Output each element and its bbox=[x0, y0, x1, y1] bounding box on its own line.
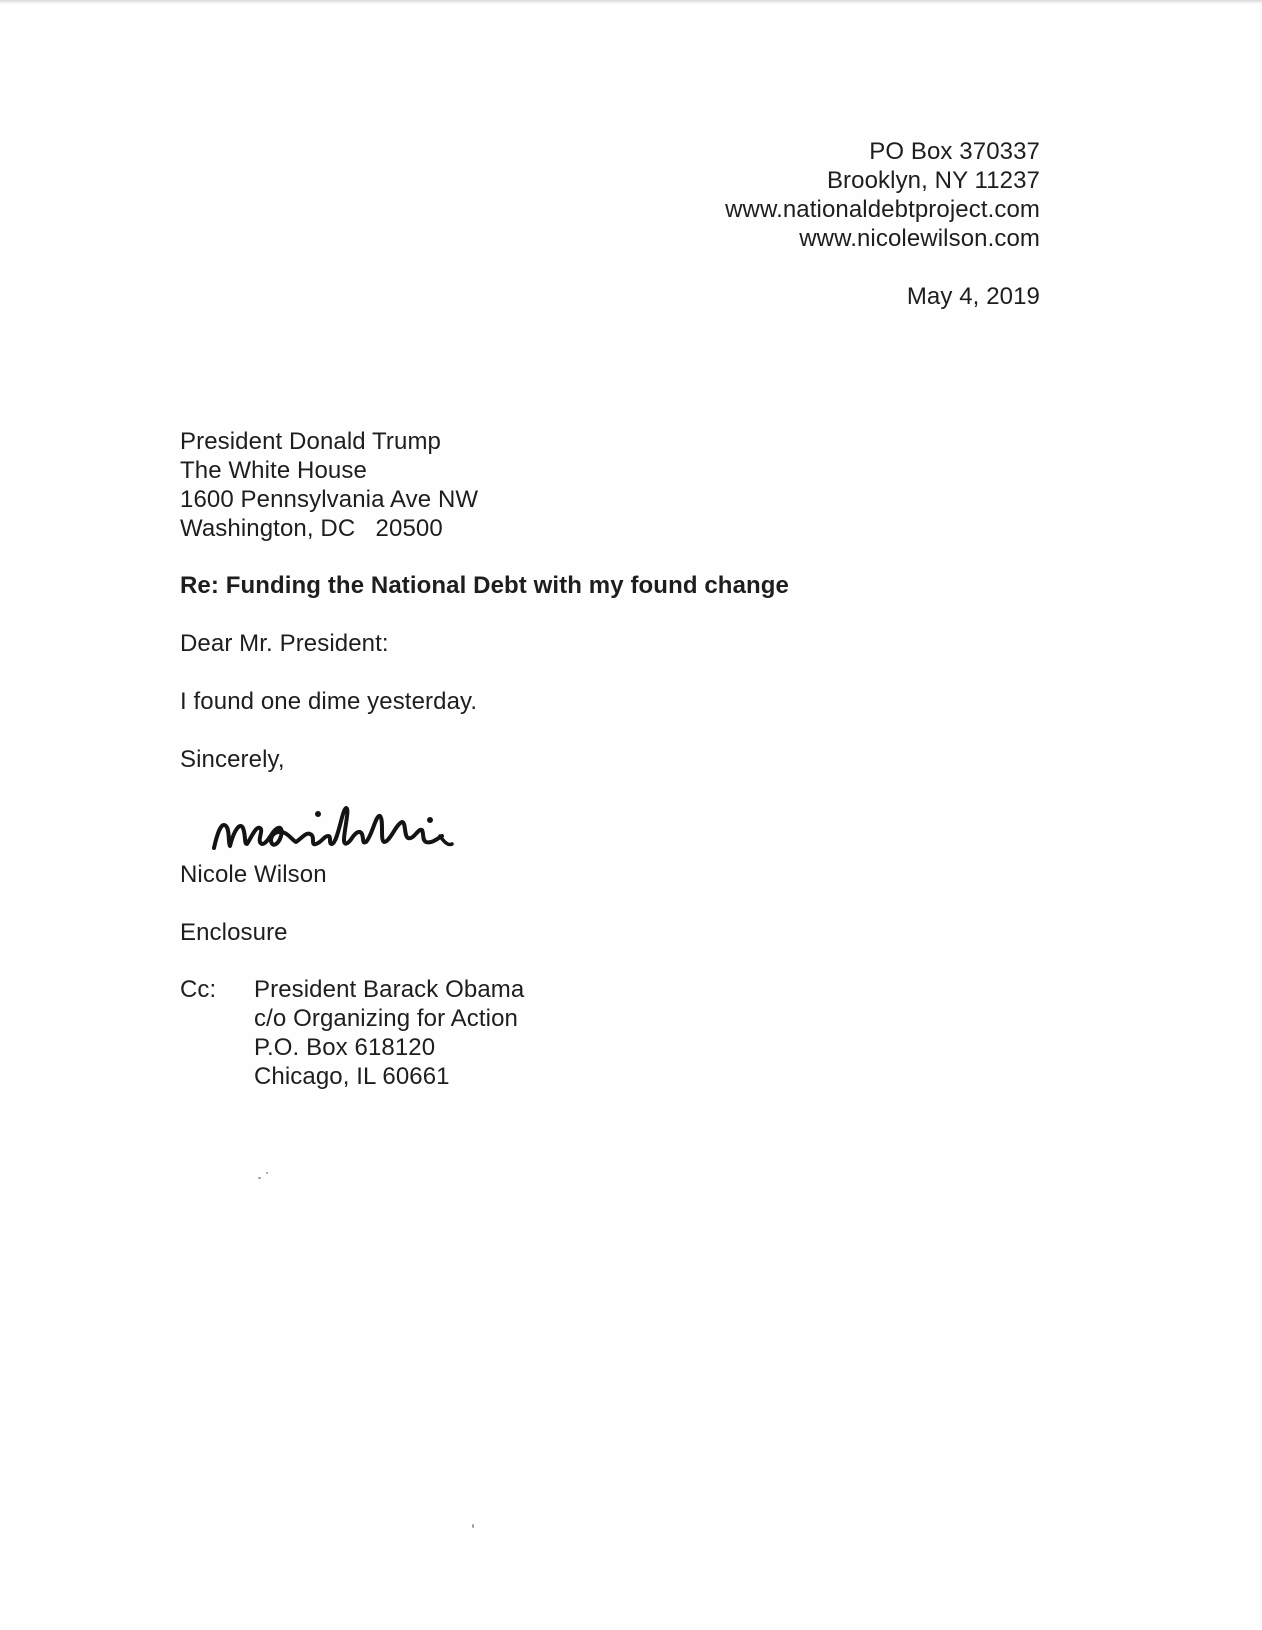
scan-speck bbox=[258, 1177, 261, 1179]
enclosure-note: Enclosure bbox=[180, 919, 288, 946]
closing: Sincerely, bbox=[180, 746, 285, 773]
letter-body: I found one dime yesterday. bbox=[180, 688, 478, 715]
cc-label: Cc: bbox=[180, 976, 217, 1003]
salutation: Dear Mr. President: bbox=[180, 630, 389, 657]
sender-website-2: www.nicolewilson.com bbox=[799, 225, 1040, 252]
subject-line: Re: Funding the National Debt with my found change bbox=[180, 572, 789, 599]
cc-care-of: c/o Organizing for Action bbox=[254, 1005, 518, 1032]
sender-website-1: www.nationaldebtproject.com bbox=[725, 196, 1040, 223]
recipient-street: 1600 Pennsylvania Ave NW bbox=[180, 486, 479, 513]
sender-po-box: PO Box 370337 bbox=[869, 138, 1040, 165]
scan-edge bbox=[0, 0, 1262, 4]
cc-name: President Barack Obama bbox=[254, 976, 525, 1003]
handwritten-signature bbox=[212, 800, 472, 860]
cc-po-box: P.O. Box 618120 bbox=[254, 1034, 436, 1061]
signer-name: Nicole Wilson bbox=[180, 861, 327, 888]
scan-speck bbox=[266, 1172, 268, 1174]
recipient-city-line: Washington, DC 20500 bbox=[180, 515, 443, 542]
recipient-organization: The White House bbox=[180, 457, 367, 484]
cc-city-line: Chicago, IL 60661 bbox=[254, 1063, 450, 1090]
sender-city-line: Brooklyn, NY 11237 bbox=[826, 167, 1040, 194]
scan-speck bbox=[472, 1524, 474, 1528]
letter-date: May 4, 2019 bbox=[906, 283, 1040, 310]
recipient-name: President Donald Trump bbox=[180, 428, 441, 455]
